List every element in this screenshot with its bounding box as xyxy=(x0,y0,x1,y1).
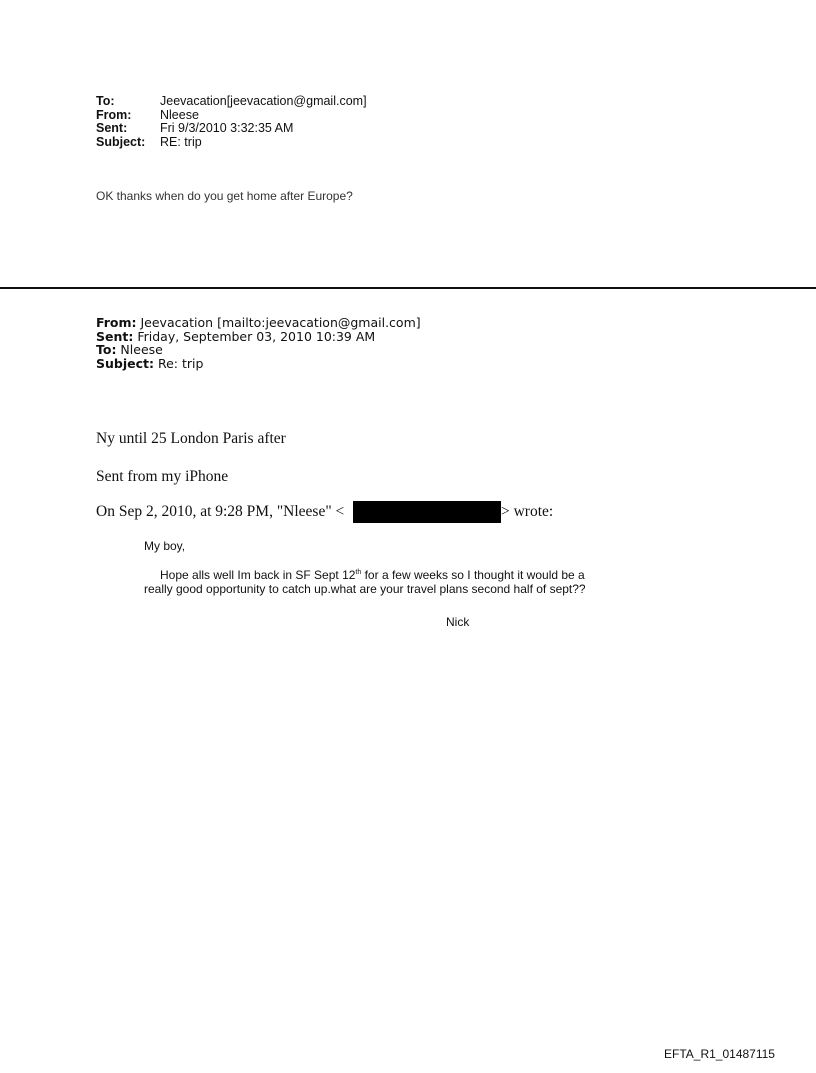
to-label-2: To: xyxy=(96,342,117,358)
redaction-box xyxy=(353,501,501,523)
quoted-greeting: My boy, xyxy=(144,539,186,553)
quoted-line-1-b: for a few weeks so I thought it would be a xyxy=(361,568,585,582)
quoted-line-1-sup: th xyxy=(355,569,362,576)
sent-label-2: Sent: xyxy=(96,328,134,344)
to-row-2 xyxy=(96,343,421,357)
from-value-2: Jeevacation [mailto:jeevacation@gmail.com] xyxy=(136,315,421,330)
to-value-2: Nleese xyxy=(116,342,163,358)
reply-line-1: Ny until 25 London Paris after xyxy=(96,430,286,447)
to-row xyxy=(96,95,367,109)
sent-value-2: Friday, September 03, 2010 10:39 AM xyxy=(133,328,376,344)
to-value: Jeevacation[jeevacation@gmail.com] xyxy=(160,94,367,108)
from-row xyxy=(96,109,367,123)
subject-label: Subject: xyxy=(96,134,146,149)
to-label: To: xyxy=(96,94,115,108)
quoted-line-1 xyxy=(160,568,585,582)
divider-line xyxy=(0,287,816,289)
document-id: EFTA_R1_01487115 xyxy=(664,1047,775,1061)
from-label: From: xyxy=(96,107,132,122)
subject-row xyxy=(96,136,367,150)
subject-value-2: Re: trip xyxy=(154,355,204,371)
quoted-line-2: really good opportunity to catch up.what are your travel plans second half of sept?? xyxy=(144,582,586,596)
reply-line-2: Sent from my iPhone xyxy=(96,468,229,485)
subject-row-2 xyxy=(96,357,421,371)
sent-row-2 xyxy=(96,330,421,344)
sent-row xyxy=(96,122,367,136)
email-header-top xyxy=(96,95,367,149)
email-header-quoted xyxy=(96,316,421,370)
subject-value: RE: trip xyxy=(160,134,202,149)
quote-attribution: On Sep 2, 2010, at 9:28 PM, "Nleese" < xyxy=(96,503,345,520)
email-body-top: OK thanks when do you get home after Europe? xyxy=(96,189,353,203)
quoted-line-1-a: Hope alls well Im back in SF Sept 12 xyxy=(160,568,356,582)
quoted-signature: Nick xyxy=(446,615,470,629)
from-row-2 xyxy=(96,316,421,330)
sent-label: Sent: xyxy=(96,121,128,135)
quote-attribution-suffix: > wrote: xyxy=(501,503,554,520)
from-label-2: From: xyxy=(96,315,137,330)
from-value: Nleese xyxy=(160,107,199,122)
subject-label-2: Subject: xyxy=(96,355,154,371)
sent-value: Fri 9/3/2010 3:32:35 AM xyxy=(160,121,294,135)
